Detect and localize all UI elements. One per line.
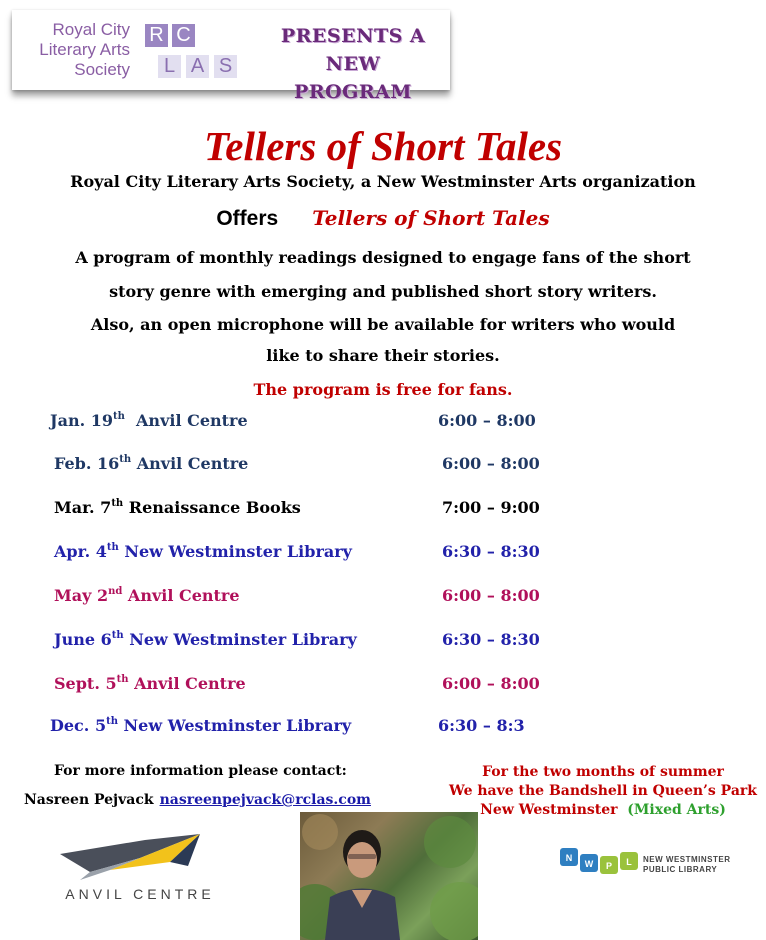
library-letter: W xyxy=(584,859,594,869)
rclas-logo-text xyxy=(18,20,130,80)
schedule-event xyxy=(54,630,357,649)
schedule-time: 6:30 – 8:30 xyxy=(442,630,540,649)
schedule-venue: New Westminster Library xyxy=(129,630,357,649)
logo-box: A xyxy=(186,55,209,78)
schedule-month: May 2 xyxy=(54,586,109,605)
contact-line xyxy=(24,792,371,808)
schedule-row xyxy=(0,454,766,478)
schedule-suffix: th xyxy=(111,630,124,641)
library-letter: L xyxy=(626,857,632,867)
logo-box: L xyxy=(158,55,181,78)
presents-line: PROGRAM xyxy=(294,81,412,103)
schedule-time: 6:00 – 8:00 xyxy=(438,411,536,430)
description-line: like to share their stories. xyxy=(266,346,500,365)
schedule-row xyxy=(0,542,766,566)
library-wordmark xyxy=(643,855,731,875)
logo-line: Royal City xyxy=(52,20,130,39)
library-line: PUBLIC LIBRARY xyxy=(643,865,718,874)
schedule-event xyxy=(54,454,248,473)
schedule-month: Jan. 19 xyxy=(50,411,113,430)
logo-line: Literary Arts xyxy=(39,40,130,59)
schedule-suffix: nd xyxy=(108,586,123,597)
summer-mixed-arts: (Mixed Arts) xyxy=(627,802,726,818)
schedule-event xyxy=(54,498,301,517)
summer-line: For the two months of summer xyxy=(482,764,724,780)
schedule-month: Dec. 5 xyxy=(50,716,107,735)
schedule-row xyxy=(0,498,766,522)
schedule-row xyxy=(0,716,766,740)
contact-email-link[interactable]: nasreenpejvack@rclas.com xyxy=(159,792,371,808)
schedule-month: Feb. 16 xyxy=(54,454,120,473)
schedule-month: June 6 xyxy=(54,630,112,649)
page-subtitle: Royal City Literary Arts Society, a New Westminster Arts organization xyxy=(70,172,696,191)
schedule-time: 6:00 – 8:00 xyxy=(442,674,540,693)
offers-title: Tellers of Short Tales xyxy=(312,206,550,230)
library-line: NEW WESTMINSTER xyxy=(643,855,731,864)
schedule-venue: New Westminster Library xyxy=(124,542,352,561)
anvil-centre-wordmark: ANVIL CENTRE xyxy=(65,886,215,902)
schedule-event xyxy=(54,586,240,605)
schedule-event xyxy=(50,411,248,430)
schedule-event xyxy=(54,542,352,561)
contact-name: Nasreen Pejvack xyxy=(24,792,154,808)
schedule-month: Apr. 4 xyxy=(54,542,107,561)
schedule-time: 6:00 – 8:00 xyxy=(442,454,540,473)
logo-box: R xyxy=(145,24,168,47)
schedule-suffix: th xyxy=(106,716,118,727)
contact-photo xyxy=(300,812,478,940)
presents-heading xyxy=(258,22,448,106)
logo-box: C xyxy=(172,24,195,47)
schedule-time: 6:30 – 8:3 xyxy=(438,716,525,735)
schedule-suffix: th xyxy=(116,674,129,685)
schedule-time: 6:00 – 8:00 xyxy=(442,586,540,605)
free-note: The program is free for fans. xyxy=(253,380,513,399)
schedule-suffix: th xyxy=(119,454,132,465)
schedule-venue: Renaissance Books xyxy=(128,498,301,517)
library-letter: P xyxy=(605,861,613,871)
portrait-illustration xyxy=(300,812,478,940)
description-line: Also, an open microphone will be available for writers who would xyxy=(90,315,676,334)
schedule-time: 7:00 – 9:00 xyxy=(442,498,540,517)
schedule-venue: Anvil Centre xyxy=(127,586,240,605)
logo-box: S xyxy=(214,55,237,78)
schedule-venue: Anvil Centre xyxy=(134,674,246,693)
schedule-suffix: th xyxy=(106,542,119,553)
summer-line xyxy=(440,801,766,820)
description-line: story genre with emerging and published short story writers. xyxy=(109,282,657,301)
summer-place: New Westminster xyxy=(480,802,618,818)
presents-line: PRESENTS A NEW xyxy=(280,25,426,75)
schedule-event xyxy=(54,674,246,693)
summer-line: We have the Bandshell in Queen’s Park xyxy=(449,783,757,799)
schedule-month: Mar. 7 xyxy=(54,498,112,517)
offers-word: Offers xyxy=(216,207,279,230)
schedule-row xyxy=(0,586,766,610)
schedule-row xyxy=(0,630,766,654)
schedule-suffix: th xyxy=(111,498,124,509)
schedule-row xyxy=(0,674,766,698)
description-line: A program of monthly readings designed to engage fans of the short xyxy=(75,248,691,267)
library-letter: N xyxy=(565,853,573,863)
schedule-venue: Anvil Centre xyxy=(136,454,249,473)
schedule-event xyxy=(50,716,351,735)
schedule-venue: New Westminster Library xyxy=(123,716,352,735)
contact-label: For more information please contact: xyxy=(54,763,347,779)
page-title: Tellers of Short Tales xyxy=(203,123,563,169)
summer-note xyxy=(440,763,766,820)
schedule-row xyxy=(0,411,766,435)
offers-line xyxy=(0,205,766,231)
schedule-venue: Anvil Centre xyxy=(136,411,248,430)
schedule-time: 6:30 – 8:30 xyxy=(442,542,540,561)
schedule-suffix: th xyxy=(112,411,125,422)
logo-line: Society xyxy=(74,60,130,79)
schedule-month: Sept. 5 xyxy=(54,674,117,693)
